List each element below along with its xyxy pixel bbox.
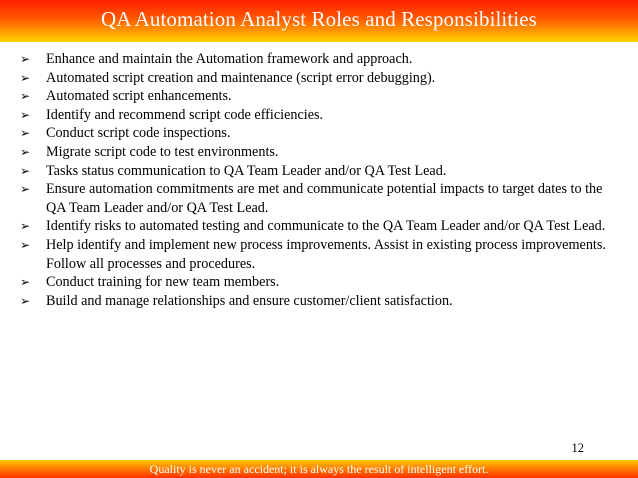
bullet-item <box>20 217 620 236</box>
bullet-text: Help identify and implement new process improvements. Assist in existing process improvements. Follow all processes and procedures. <box>46 236 606 272</box>
bullet-item <box>20 162 620 181</box>
arrowhead-bullet-icon: ➢ <box>20 219 31 234</box>
bullet-item <box>20 87 620 106</box>
bullet-item <box>20 143 620 162</box>
bullet-text: Identify risks to automated testing and communicate to the QA Team Leader and/or QA Test Lead. <box>46 218 606 235</box>
bullet-text: Migrate script code to test environments. <box>46 143 279 160</box>
slide-title: QA Automation Analyst Roles and Responsibilities <box>101 6 537 31</box>
bullet-text: Tasks status communication to QA Team Leader and/or QA Test Lead. <box>46 162 447 179</box>
arrowhead-bullet-icon: ➢ <box>20 237 31 252</box>
bullet-text: Conduct script code inspections. <box>46 125 231 142</box>
arrowhead-bullet-icon: ➢ <box>20 126 31 141</box>
bullet-item <box>20 236 620 273</box>
bullet-item <box>20 106 620 125</box>
footer-quote: Quality is never an accident; it is always the result of intelligent effort. <box>149 461 489 476</box>
slide-footer <box>0 460 638 478</box>
bullet-text: Enhance and maintain the Automation framework and approach. <box>46 51 413 67</box>
arrowhead-bullet-icon: ➢ <box>20 275 31 290</box>
bullet-text: Ensure automation commitments are met and communicate potential impacts to target dates to the QA Team Leader and/or QA Test Lead. <box>46 181 603 216</box>
arrowhead-bullet-icon: ➢ <box>20 144 31 159</box>
arrowhead-bullet-icon: ➢ <box>20 52 31 66</box>
arrowhead-bullet-icon: ➢ <box>20 70 31 85</box>
bullet-text: Automated script creation and maintenance (script error debugging). <box>46 69 436 86</box>
bullet-item <box>20 50 620 69</box>
bullet-text: Automated script enhancements. <box>46 88 232 105</box>
bullet-item <box>20 180 620 217</box>
bullet-list <box>20 50 620 310</box>
page-number: 12 <box>571 441 584 455</box>
bullet-item <box>20 124 620 143</box>
bullet-item <box>20 273 620 292</box>
bullet-item <box>20 292 620 311</box>
arrowhead-bullet-icon: ➢ <box>20 89 31 104</box>
bullet-text: Build and manage relationships and ensure customer/client satisfaction. <box>46 292 453 309</box>
arrowhead-bullet-icon: ➢ <box>20 293 31 308</box>
arrowhead-bullet-icon: ➢ <box>20 182 31 197</box>
bullet-text: Conduct training for new team members. <box>46 274 280 291</box>
arrowhead-bullet-icon: ➢ <box>20 163 31 178</box>
arrowhead-bullet-icon: ➢ <box>20 107 31 122</box>
bullet-text: Identify and recommend script code efficiencies. <box>46 106 324 123</box>
bullet-item <box>20 69 620 88</box>
slide-header <box>0 0 638 42</box>
